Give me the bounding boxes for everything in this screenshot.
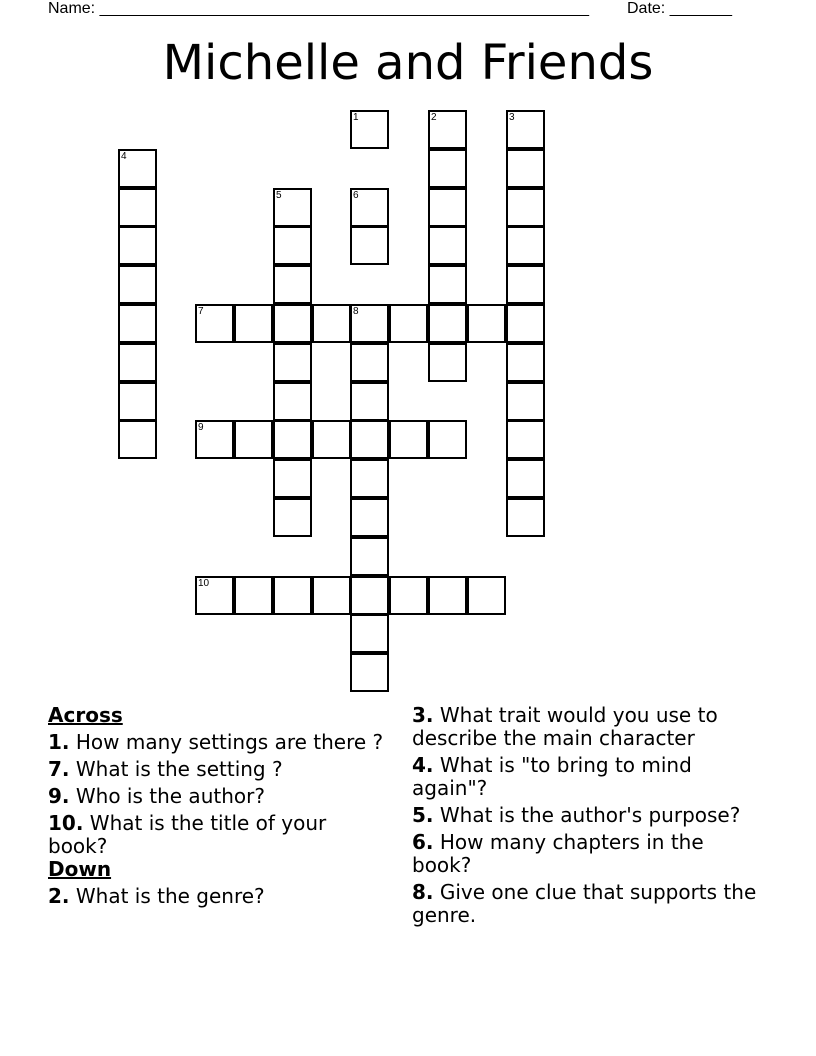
crossword-cell[interactable] [350, 420, 389, 459]
clue-text: Who is the author? [69, 784, 265, 808]
crossword-cell[interactable] [350, 614, 389, 653]
crossword-cell[interactable] [273, 343, 312, 382]
cell-number: 9 [198, 422, 204, 433]
name-field-label: Name: _______________________________________________________ [48, 0, 589, 17]
crossword-cell[interactable] [506, 343, 545, 382]
clues-right-column [412, 702, 762, 927]
clue-text: What is the genre? [69, 884, 265, 908]
crossword-cell[interactable] [428, 149, 467, 188]
crossword-cell[interactable] [467, 304, 506, 343]
crossword-cell[interactable] [506, 110, 545, 149]
clue-number: 4. [412, 753, 434, 777]
crossword-cell[interactable] [389, 576, 428, 615]
crossword-cell[interactable] [389, 304, 428, 343]
clue-number: 10. [48, 811, 84, 835]
clue-number: 8. [412, 880, 434, 904]
crossword-cell[interactable] [118, 265, 157, 304]
clue-text: How many chapters in the book? [412, 830, 704, 877]
crossword-cell[interactable] [273, 576, 312, 615]
crossword-cell[interactable] [506, 420, 545, 459]
crossword-cell[interactable] [428, 265, 467, 304]
clue-across-9 [48, 785, 388, 808]
crossword-cell[interactable] [195, 304, 234, 343]
cell-number: 4 [121, 151, 127, 162]
crossword-cell[interactable] [234, 420, 273, 459]
down-heading: Down [48, 857, 112, 881]
crossword-cell[interactable] [350, 537, 389, 576]
crossword-cell[interactable] [506, 459, 545, 498]
crossword-cell[interactable] [428, 576, 467, 615]
crossword-cell[interactable] [506, 498, 545, 537]
crossword-cell[interactable] [118, 304, 157, 343]
cell-number: 8 [353, 306, 359, 317]
crossword-cell[interactable] [428, 420, 467, 459]
cell-number: 10 [198, 578, 210, 589]
crossword-cell[interactable] [273, 226, 312, 265]
crossword-cell[interactable] [428, 226, 467, 265]
crossword-cell[interactable] [350, 226, 389, 265]
crossword-cell[interactable] [506, 304, 545, 343]
crossword-cell[interactable] [273, 265, 312, 304]
date-field-label: Date: _______ [627, 0, 732, 17]
crossword-cell[interactable] [428, 343, 467, 382]
crossword-cell[interactable] [350, 343, 389, 382]
clue-text: Give one clue that supports the genre. [412, 880, 757, 927]
clue-across-10 [48, 812, 388, 858]
clue-number: 9. [48, 784, 70, 808]
crossword-cell[interactable] [506, 226, 545, 265]
crossword-cell[interactable] [273, 382, 312, 421]
clue-down-6 [412, 831, 762, 877]
crossword-cell[interactable] [428, 188, 467, 227]
crossword-cell[interactable] [506, 149, 545, 188]
clue-number: 3. [412, 703, 434, 727]
page-title: Michelle and Friends [162, 35, 654, 91]
clue-down-2 [48, 885, 388, 908]
crossword-cell[interactable] [273, 498, 312, 537]
clue-number: 6. [412, 830, 434, 854]
clue-text: What is the author's purpose? [433, 803, 741, 827]
clue-text: How many settings are there ? [69, 730, 384, 754]
cell-number: 2 [431, 112, 437, 123]
crossword-cell[interactable] [273, 188, 312, 227]
crossword-cell[interactable] [118, 226, 157, 265]
crossword-cell[interactable] [118, 382, 157, 421]
crossword-cell[interactable] [118, 188, 157, 227]
crossword-cell[interactable] [312, 304, 351, 343]
across-heading: Across [48, 703, 123, 727]
crossword-cell[interactable] [350, 653, 389, 692]
crossword-cell[interactable] [273, 420, 312, 459]
crossword-cell[interactable] [350, 110, 389, 149]
crossword-cell[interactable] [350, 498, 389, 537]
crossword-cell[interactable] [350, 304, 389, 343]
clues-left-column [48, 702, 388, 908]
clue-down-8 [412, 881, 762, 927]
clue-number: 7. [48, 757, 70, 781]
cell-number: 5 [276, 190, 282, 201]
crossword-cell[interactable] [506, 188, 545, 227]
crossword-cell[interactable] [428, 110, 467, 149]
crossword-cell[interactable] [234, 576, 273, 615]
crossword-cell[interactable] [312, 420, 351, 459]
cell-number: 3 [509, 112, 515, 123]
crossword-cell[interactable] [428, 304, 467, 343]
crossword-cell[interactable] [118, 343, 157, 382]
clue-across-1 [48, 731, 388, 754]
clue-down-3 [412, 704, 762, 750]
crossword-cell[interactable] [506, 265, 545, 304]
clue-number: 2. [48, 884, 70, 908]
clue-down-4 [412, 754, 762, 800]
crossword-cell[interactable] [389, 420, 428, 459]
crossword-cell[interactable] [312, 576, 351, 615]
crossword-cell[interactable] [195, 420, 234, 459]
clue-across-7 [48, 758, 388, 781]
crossword-cell[interactable] [118, 149, 157, 188]
cell-number: 1 [353, 112, 359, 123]
cell-number: 7 [198, 306, 204, 317]
clue-text: What is the setting ? [69, 757, 283, 781]
crossword-cell[interactable] [467, 576, 506, 615]
crossword-cell[interactable] [273, 459, 312, 498]
crossword-cell[interactable] [273, 304, 312, 343]
clue-number: 5. [412, 803, 434, 827]
crossword-cell[interactable] [234, 304, 273, 343]
crossword-cell[interactable] [118, 420, 157, 459]
crossword-cell[interactable] [195, 576, 234, 615]
clue-text: What is the title of your book? [48, 811, 327, 858]
cell-number: 6 [353, 190, 359, 201]
crossword-cell[interactable] [350, 382, 389, 421]
crossword-cell[interactable] [350, 188, 389, 227]
crossword-cell[interactable] [350, 576, 389, 615]
crossword-cell[interactable] [506, 382, 545, 421]
clue-text: What is "to bring to mind again"? [412, 753, 692, 800]
clue-text: What trait would you use to describe the main character [412, 703, 718, 750]
clue-number: 1. [48, 730, 70, 754]
clue-down-5 [412, 804, 762, 827]
crossword-cell[interactable] [350, 459, 389, 498]
